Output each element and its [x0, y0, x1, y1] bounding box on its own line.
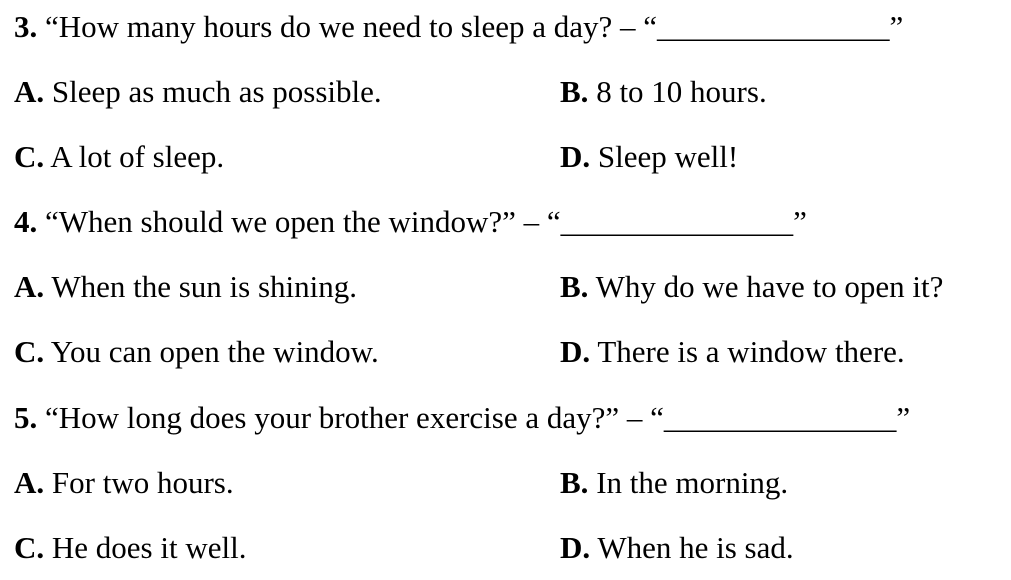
option-letter: A.	[14, 74, 45, 109]
option-letter: B.	[560, 269, 589, 304]
option-4c	[14, 332, 379, 372]
question-text: “When should we open the window?” – “_______________”	[45, 204, 807, 239]
question-text: “How long does your brother exercise a day?” – “_______________”	[45, 400, 911, 435]
option-letter: C.	[14, 139, 45, 174]
option-letter: D.	[560, 530, 591, 565]
option-text: A lot of sleep.	[50, 139, 225, 174]
option-5d	[560, 528, 794, 568]
option-5a	[14, 463, 234, 503]
option-4b	[560, 267, 943, 307]
option-letter: D.	[560, 334, 591, 369]
question-5	[14, 398, 910, 438]
option-text: In the morning.	[596, 465, 789, 500]
option-text: When he is sad.	[597, 530, 794, 565]
option-text: When the sun is shining.	[51, 269, 358, 304]
question-text: “How many hours do we need to sleep a day? – “_______________”	[45, 9, 904, 44]
option-text: 8 to 10 hours.	[596, 74, 767, 109]
option-text: Sleep as much as possible.	[51, 74, 382, 109]
question-number: 5.	[14, 400, 38, 435]
question-4	[14, 202, 807, 242]
option-5b	[560, 463, 788, 503]
question-number: 3.	[14, 9, 38, 44]
option-letter: A.	[14, 465, 45, 500]
option-letter: A.	[14, 269, 45, 304]
option-3a	[14, 72, 382, 112]
option-5c	[14, 528, 246, 568]
option-4a	[14, 267, 357, 307]
option-text: There is a window there.	[597, 334, 905, 369]
option-text: Why do we have to open it?	[595, 269, 944, 304]
option-3c	[14, 137, 224, 177]
option-4d	[560, 332, 905, 372]
option-text: For two hours.	[51, 465, 234, 500]
option-letter: D.	[560, 139, 591, 174]
option-text: Sleep well!	[597, 139, 739, 174]
option-3b	[560, 72, 767, 112]
question-number: 4.	[14, 204, 38, 239]
option-letter: C.	[14, 530, 45, 565]
option-letter: B.	[560, 465, 589, 500]
question-3	[14, 7, 903, 47]
option-text: He does it well.	[51, 530, 247, 565]
option-text: You can open the window.	[50, 334, 379, 369]
option-letter: B.	[560, 74, 589, 109]
option-3d	[560, 137, 738, 177]
option-letter: C.	[14, 334, 45, 369]
